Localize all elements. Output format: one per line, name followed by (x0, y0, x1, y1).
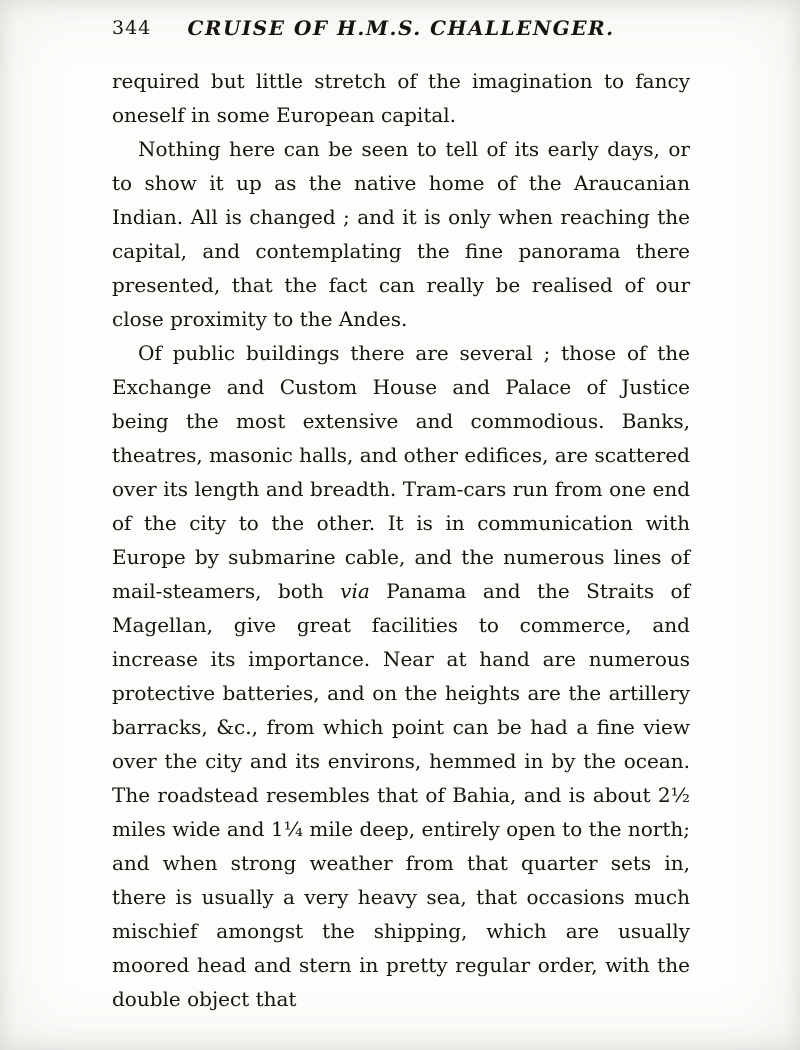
via-emphasis: via (340, 579, 370, 603)
page-header (112, 14, 690, 48)
page-number: 344 (112, 17, 152, 39)
paragraph-text: Of public buildings there are several ; those of the Exchange and Custom House and Palace of Justice being the most extensive and commodious. Banks, theatres, masonic halls, and other edifices, are scattered over its length and breadth. Tram-cars run from one end of the city to the other. It is in communication with Europe by submarine cable, and the numerous lines of mail-steamers, both (112, 341, 690, 603)
paragraph: required but little stretch of the imagination to fancy oneself in some European capital. (112, 69, 690, 127)
paragraph-text: Panama and the Straits of Magellan, give great facilities to commerce, and increase its importance. Near at hand are numerous protective batteries, and on the heights are the artillery barracks, &c., from which point can be had a fine view over the city and its environs, hemmed in by the ocean. The roadstead resembles that of Bahia, and is about 2½ miles wide and 1¼ mile deep, entirely open to the north; and when strong weather from that quarter sets in, there is usually a very heavy sea, that occasions much mischief amongst the shipping, which are usually moored head and stern in pretty regular order, with the double object that (112, 579, 690, 1011)
running-title: CRUISE OF H.M.S. CHALLENGER. (187, 16, 615, 40)
page-body (112, 64, 690, 1016)
paragraph (112, 336, 690, 1016)
paragraph: Nothing here can be seen to tell of its early days, or to show it up as the native home of the Araucanian Indian. All is changed ; and it is only when reaching the capital, and contemplating the fine panorama there presented, that the fact can really be realised of our close proximity to the Andes. (112, 137, 690, 331)
